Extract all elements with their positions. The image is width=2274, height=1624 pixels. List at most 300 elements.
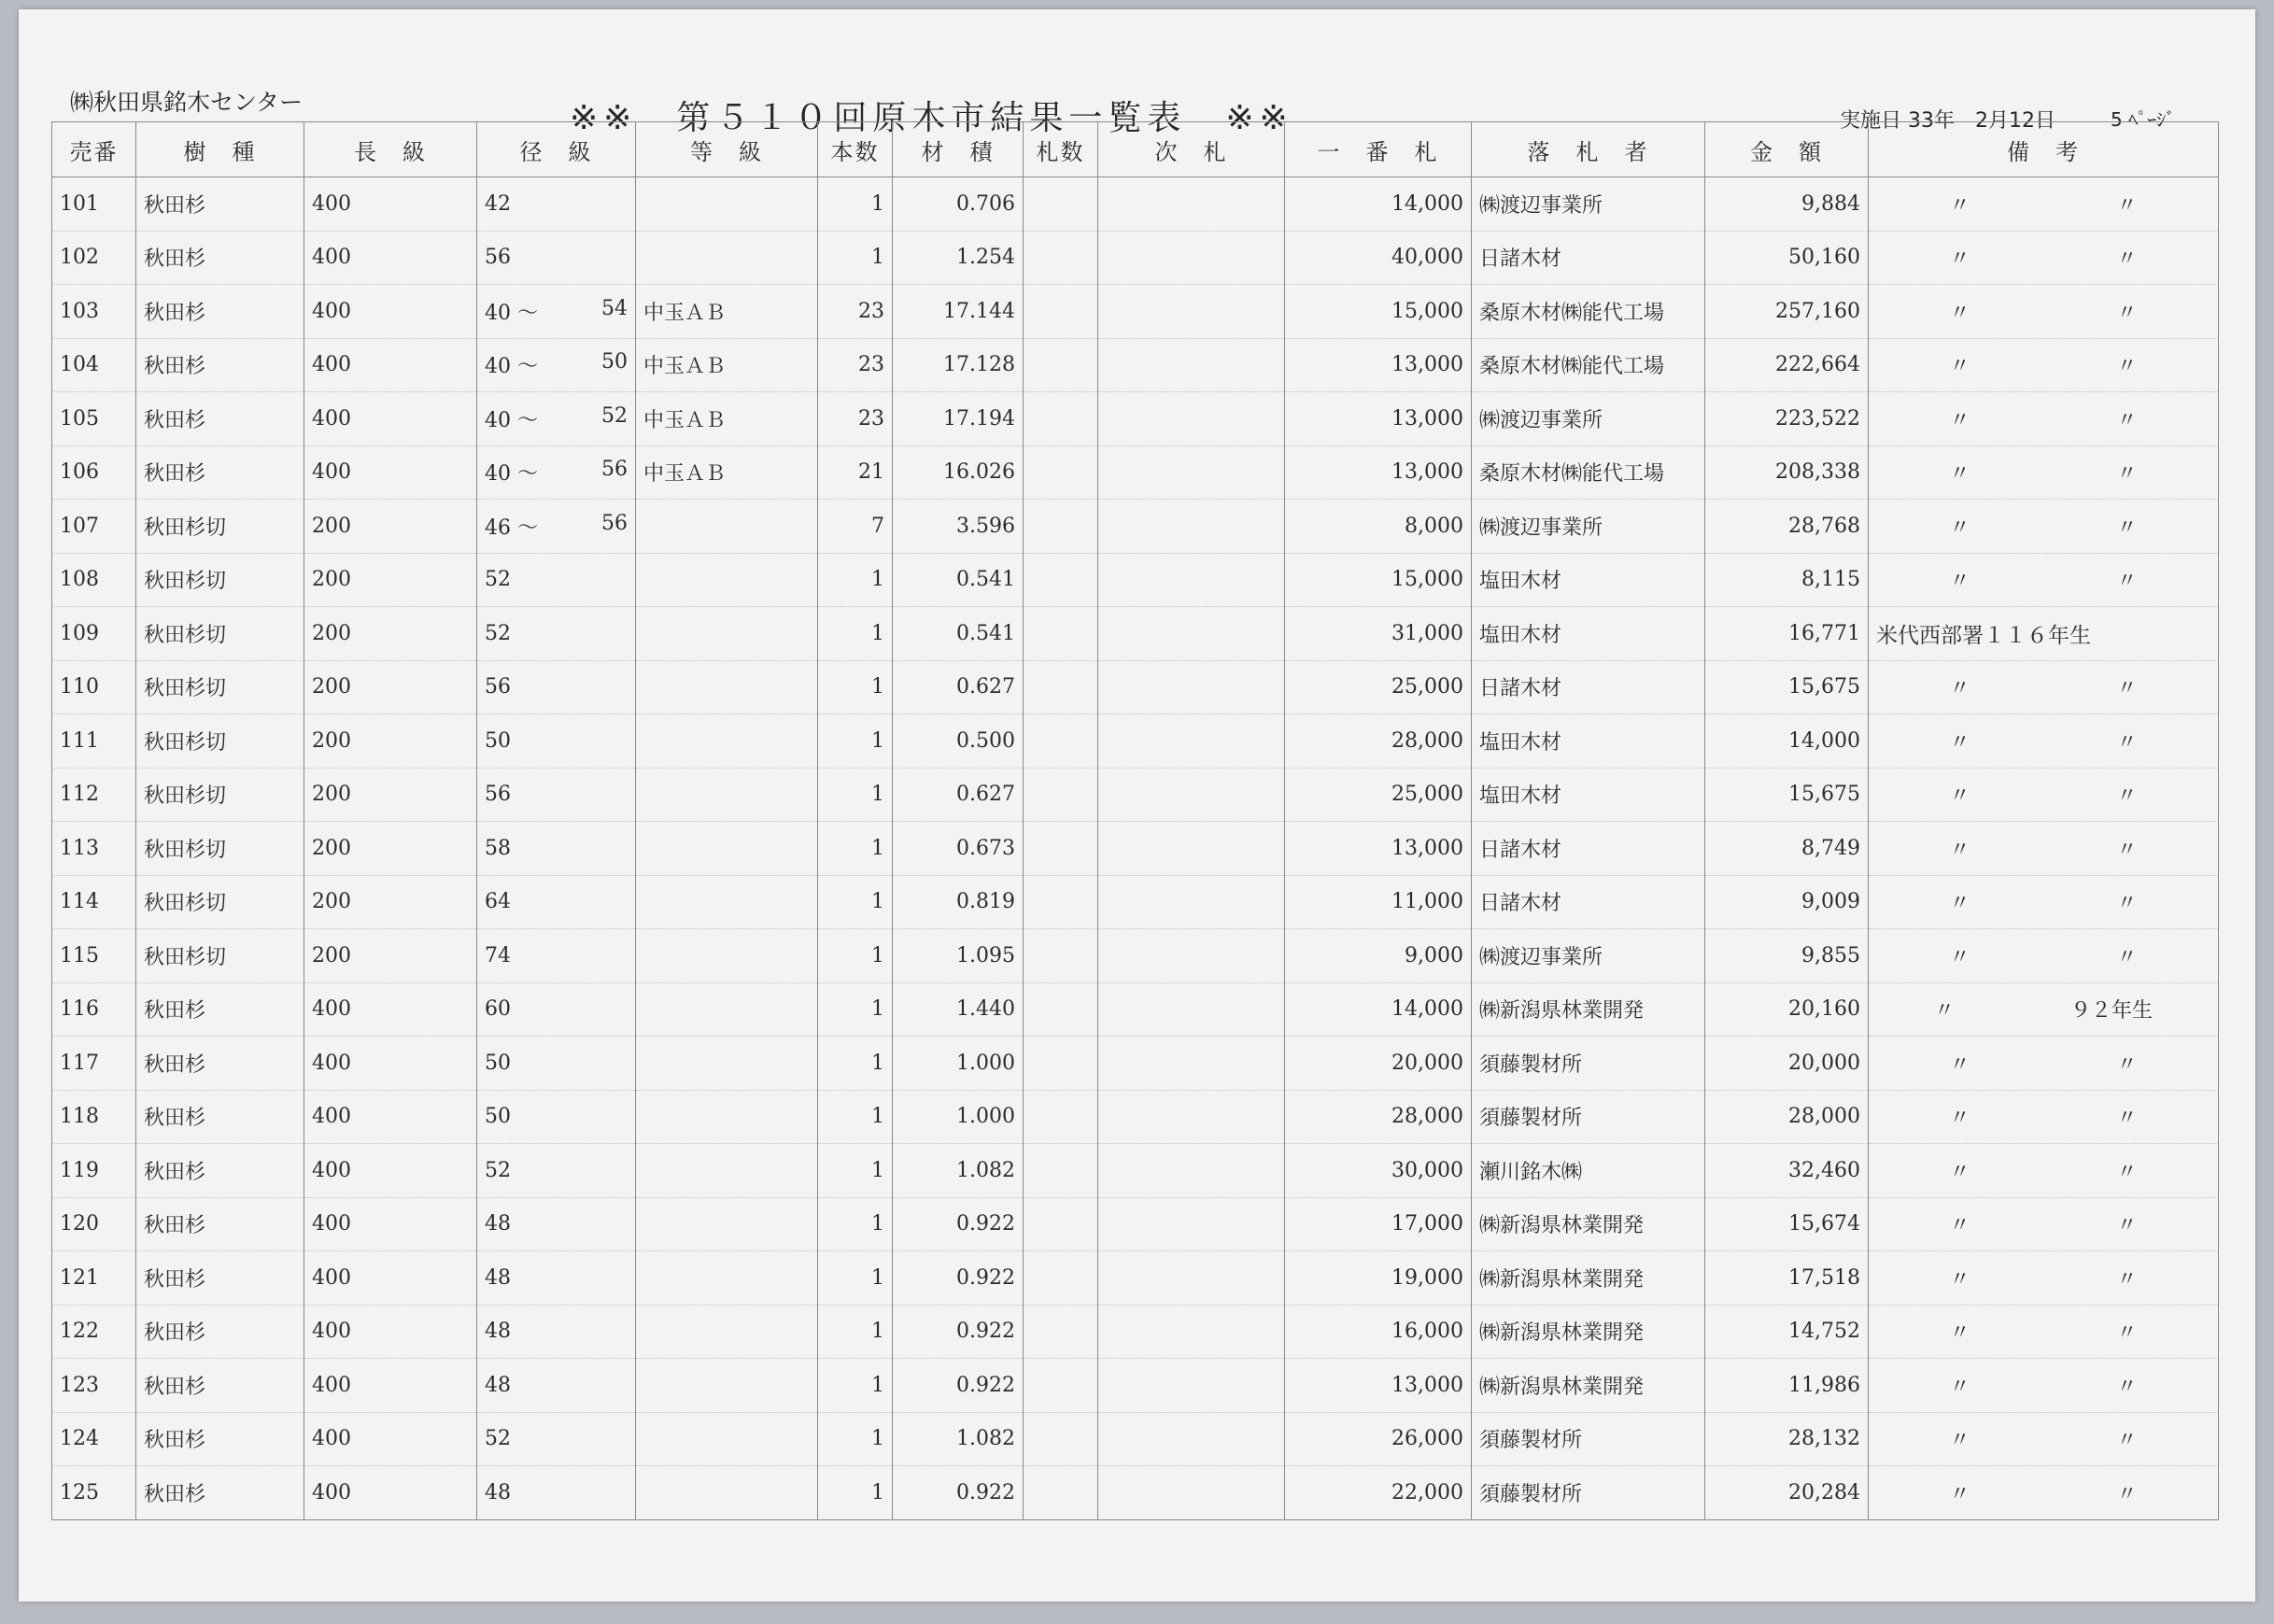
col-header-second-bid: 次 札 (1098, 122, 1285, 177)
cell-species: 秋田杉 (136, 1305, 304, 1359)
cell-second-bid (1098, 1197, 1285, 1251)
cell-volume: 1.000 (893, 1090, 1024, 1144)
cell-grade (636, 1359, 818, 1413)
cell-diameter (477, 660, 636, 714)
cell-amount: 28,768 (1705, 500, 1869, 554)
cell-length: 200 (304, 553, 477, 607)
remarks-ditto-a: 〃 (1949, 355, 1970, 379)
cell-buyer: ㈱渡辺事業所 (1472, 177, 1705, 232)
cell-grade (636, 822, 818, 876)
remarks-ditto-b: 〃 (2116, 838, 2138, 862)
cell-number: 106 (52, 445, 136, 500)
cell-count: 1 (818, 768, 893, 822)
cell-volume: 1.082 (893, 1144, 1024, 1198)
table-row (52, 1359, 2219, 1413)
remarks-ditto-a: 〃 (1949, 1482, 1970, 1506)
cell-diameter (477, 1466, 636, 1520)
remarks-ditto-b: 〃 (2116, 677, 2138, 701)
cell-count: 7 (818, 500, 893, 554)
cell-bid-count (1024, 822, 1098, 876)
remarks-ditto-b: 〃 (2116, 1214, 2138, 1238)
remarks-ditto-a: 〃 (1933, 999, 1955, 1024)
diameter-from: 52 (485, 1427, 511, 1451)
cell-species: 秋田杉 (136, 285, 304, 339)
remarks-ditto-b: 〃 (2116, 1107, 2138, 1131)
cell-count: 1 (818, 1090, 893, 1144)
cell-number: 110 (52, 660, 136, 714)
cell-bid-count (1024, 500, 1098, 554)
cell-buyer: ㈱渡辺事業所 (1472, 929, 1705, 983)
cell-grade (636, 1466, 818, 1520)
cell-second-bid (1098, 338, 1285, 392)
cell-remarks (1869, 1197, 2219, 1251)
remarks-ditto-b: 〃 (2116, 570, 2138, 594)
diameter-from: 56 (485, 783, 511, 807)
cell-number: 121 (52, 1251, 136, 1306)
col-header-count: 本数 (818, 122, 893, 177)
cell-volume: 0.819 (893, 875, 1024, 929)
remarks-ditto-a: 〃 (1949, 1107, 1970, 1131)
cell-number: 116 (52, 982, 136, 1037)
cell-diameter (477, 553, 636, 607)
cell-number: 125 (52, 1466, 136, 1520)
remarks-ditto-a: 〃 (1949, 301, 1970, 325)
cell-first-bid: 22,000 (1285, 1466, 1472, 1520)
cell-count: 1 (818, 1197, 893, 1251)
cell-count: 1 (818, 231, 893, 285)
cell-first-bid: 17,000 (1285, 1197, 1472, 1251)
diameter-from: 40 ～ (485, 462, 538, 487)
cell-first-bid: 11,000 (1285, 875, 1472, 929)
table-row (52, 1144, 2219, 1198)
cell-buyer: ㈱渡辺事業所 (1472, 392, 1705, 446)
cell-grade: 中玉ＡＢ (636, 445, 818, 500)
remarks-ditto-a: 〃 (1949, 515, 1970, 540)
cell-number: 115 (52, 929, 136, 983)
cell-species: 秋田杉 (136, 1144, 304, 1198)
cell-volume: 1.254 (893, 231, 1024, 285)
table-row (52, 1466, 2219, 1520)
cell-diameter (477, 982, 636, 1037)
cell-diameter (477, 1037, 636, 1091)
auction-results-table (51, 121, 2219, 1520)
col-header-buyer: 落 札 者 (1472, 122, 1705, 177)
diameter-to: 52 (601, 403, 628, 428)
cell-length: 400 (304, 1251, 477, 1306)
remarks-ditto-a: 〃 (1949, 1214, 1970, 1238)
cell-number: 101 (52, 177, 136, 232)
cell-first-bid: 14,000 (1285, 982, 1472, 1037)
cell-first-bid: 31,000 (1285, 607, 1472, 661)
cell-amount: 15,675 (1705, 768, 1869, 822)
cell-bid-count (1024, 660, 1098, 714)
cell-first-bid: 19,000 (1285, 1251, 1472, 1306)
cell-bid-count (1024, 1144, 1098, 1198)
cell-length: 400 (304, 1090, 477, 1144)
cell-remarks (1869, 1305, 2219, 1359)
table-row (52, 445, 2219, 500)
diameter-to: 56 (601, 458, 628, 482)
organization-name: ㈱秋田県銘木センター (70, 89, 304, 116)
cell-species: 秋田杉 (136, 1197, 304, 1251)
cell-amount: 20,160 (1705, 982, 1869, 1037)
cell-number: 119 (52, 1144, 136, 1198)
diameter-from: 64 (485, 890, 511, 914)
cell-buyer: 須藤製材所 (1472, 1090, 1705, 1144)
cell-second-bid (1098, 1305, 1285, 1359)
remarks-ditto-a: 〃 (1949, 247, 1970, 272)
cell-bid-count (1024, 1090, 1098, 1144)
cell-count: 23 (818, 338, 893, 392)
diameter-from: 50 (485, 1051, 511, 1075)
cell-first-bid: 14,000 (1285, 177, 1472, 232)
cell-count: 1 (818, 1305, 893, 1359)
remarks-ditto-b: ９２年生 (2069, 999, 2153, 1024)
cell-length: 400 (304, 392, 477, 446)
cell-grade (636, 1037, 818, 1091)
cell-volume: 0.673 (893, 822, 1024, 876)
remarks-ditto-a: 〃 (1949, 408, 1970, 432)
cell-amount: 20,000 (1705, 1037, 1869, 1091)
cell-length: 400 (304, 1305, 477, 1359)
cell-first-bid: 16,000 (1285, 1305, 1472, 1359)
cell-species: 秋田杉切 (136, 500, 304, 554)
cell-buyer: 塩田木材 (1472, 607, 1705, 661)
cell-second-bid (1098, 445, 1285, 500)
cell-buyer: ㈱新潟県林業開発 (1472, 1305, 1705, 1359)
cell-remarks (1869, 1412, 2219, 1466)
cell-first-bid: 13,000 (1285, 338, 1472, 392)
cell-bid-count (1024, 553, 1098, 607)
cell-length: 200 (304, 607, 477, 661)
cell-count: 1 (818, 177, 893, 232)
cell-number: 102 (52, 231, 136, 285)
remarks-ditto-a: 〃 (1949, 784, 1970, 809)
cell-buyer: 須藤製材所 (1472, 1466, 1705, 1520)
cell-diameter (477, 1090, 636, 1144)
cell-second-bid (1098, 1037, 1285, 1091)
cell-bid-count (1024, 929, 1098, 983)
cell-buyer: 瀬川銘木㈱ (1472, 1144, 1705, 1198)
cell-number: 112 (52, 768, 136, 822)
cell-diameter (477, 338, 636, 392)
table-header-row (52, 122, 2219, 177)
cell-remarks (1869, 553, 2219, 607)
cell-grade (636, 1412, 818, 1466)
cell-grade (636, 929, 818, 983)
cell-buyer: ㈱渡辺事業所 (1472, 500, 1705, 554)
cell-number: 120 (52, 1197, 136, 1251)
remarks-ditto-a: 〃 (1949, 1429, 1970, 1453)
diameter-from: 48 (485, 1480, 511, 1504)
cell-amount: 14,752 (1705, 1305, 1869, 1359)
cell-first-bid: 25,000 (1285, 768, 1472, 822)
diameter-to: 50 (601, 350, 628, 374)
cell-diameter (477, 822, 636, 876)
cell-remarks (1869, 607, 2219, 661)
cell-amount: 208,338 (1705, 445, 1869, 500)
cell-count: 1 (818, 1251, 893, 1306)
table-body (52, 177, 2219, 1520)
cell-first-bid: 40,000 (1285, 231, 1472, 285)
remarks-text: 米代西部署１１６年生 (1876, 623, 2091, 648)
cell-diameter (477, 929, 636, 983)
cell-second-bid (1098, 1466, 1285, 1520)
cell-length: 400 (304, 338, 477, 392)
cell-count: 1 (818, 553, 893, 607)
table-row (52, 1090, 2219, 1144)
cell-second-bid (1098, 982, 1285, 1037)
cell-first-bid: 20,000 (1285, 1037, 1472, 1091)
cell-species: 秋田杉 (136, 445, 304, 500)
cell-volume: 0.922 (893, 1305, 1024, 1359)
cell-grade: 中玉ＡＢ (636, 392, 818, 446)
cell-length: 200 (304, 875, 477, 929)
table-row (52, 822, 2219, 876)
cell-grade (636, 875, 818, 929)
cell-buyer: 日諸木材 (1472, 660, 1705, 714)
cell-count: 1 (818, 1037, 893, 1091)
cell-diameter (477, 1305, 636, 1359)
cell-second-bid (1098, 177, 1285, 232)
cell-amount: 50,160 (1705, 231, 1869, 285)
col-header-remarks: 備 考 (1869, 122, 2219, 177)
cell-number: 107 (52, 500, 136, 554)
table-row (52, 1197, 2219, 1251)
table-row (52, 714, 2219, 769)
diameter-from: 50 (485, 1105, 511, 1129)
cell-buyer: 塩田木材 (1472, 553, 1705, 607)
remarks-ditto-b: 〃 (2116, 1321, 2138, 1346)
cell-second-bid (1098, 1090, 1285, 1144)
cell-second-bid (1098, 929, 1285, 983)
cell-diameter (477, 500, 636, 554)
diameter-from: 60 (485, 997, 511, 1022)
cell-second-bid (1098, 231, 1285, 285)
cell-grade (636, 714, 818, 769)
cell-second-bid (1098, 285, 1285, 339)
cell-length: 400 (304, 1144, 477, 1198)
cell-buyer: 桑原木材㈱能代工場 (1472, 285, 1705, 339)
cell-volume: 0.627 (893, 768, 1024, 822)
cell-first-bid: 13,000 (1285, 1359, 1472, 1413)
diameter-from: 50 (485, 728, 511, 753)
cell-grade: 中玉ＡＢ (636, 285, 818, 339)
remarks-ditto-b: 〃 (2116, 247, 2138, 272)
col-header-length: 長 級 (304, 122, 477, 177)
cell-length: 400 (304, 285, 477, 339)
col-header-first-bid: 一 番 札 (1285, 122, 1472, 177)
diameter-from: 56 (485, 675, 511, 699)
cell-volume: 0.541 (893, 553, 1024, 607)
cell-second-bid (1098, 607, 1285, 661)
cell-amount: 28,000 (1705, 1090, 1869, 1144)
cell-species: 秋田杉 (136, 982, 304, 1037)
cell-species: 秋田杉 (136, 392, 304, 446)
cell-buyer: ㈱新潟県林業開発 (1472, 1197, 1705, 1251)
cell-remarks (1869, 1090, 2219, 1144)
cell-remarks (1869, 660, 2219, 714)
cell-length: 200 (304, 768, 477, 822)
cell-number: 114 (52, 875, 136, 929)
remarks-ditto-a: 〃 (1949, 892, 1970, 916)
cell-amount: 14,000 (1705, 714, 1869, 769)
table-row (52, 982, 2219, 1037)
cell-first-bid: 28,000 (1285, 714, 1472, 769)
cell-count: 1 (818, 607, 893, 661)
cell-species: 秋田杉 (136, 1466, 304, 1520)
cell-number: 113 (52, 822, 136, 876)
cell-buyer: 日諸木材 (1472, 875, 1705, 929)
cell-count: 1 (818, 822, 893, 876)
cell-grade (636, 660, 818, 714)
cell-first-bid: 13,000 (1285, 445, 1472, 500)
cell-grade (636, 231, 818, 285)
cell-number: 118 (52, 1090, 136, 1144)
table-row (52, 1305, 2219, 1359)
remarks-ditto-b: 〃 (2116, 784, 2138, 809)
diameter-from: 42 (485, 191, 511, 216)
cell-volume: 0.922 (893, 1251, 1024, 1306)
cell-count: 21 (818, 445, 893, 500)
cell-second-bid (1098, 768, 1285, 822)
cell-length: 400 (304, 1412, 477, 1466)
diameter-from: 58 (485, 836, 511, 860)
cell-length: 400 (304, 1197, 477, 1251)
remarks-ditto-b: 〃 (2116, 355, 2138, 379)
cell-count: 1 (818, 929, 893, 983)
cell-species: 秋田杉切 (136, 875, 304, 929)
cell-species: 秋田杉切 (136, 607, 304, 661)
remarks-ditto-a: 〃 (1949, 677, 1970, 701)
cell-volume: 0.922 (893, 1466, 1024, 1520)
table-row (52, 607, 2219, 661)
cell-number: 103 (52, 285, 136, 339)
table-row (52, 285, 2219, 339)
remarks-ditto-b: 〃 (2116, 1375, 2138, 1399)
cell-count: 1 (818, 875, 893, 929)
cell-remarks (1869, 982, 2219, 1037)
page-number: 5 ﾍﾟｰｼﾞ (2111, 108, 2176, 131)
cell-diameter (477, 1197, 636, 1251)
cell-first-bid: 13,000 (1285, 392, 1472, 446)
remarks-ditto-b: 〃 (2116, 462, 2138, 487)
cell-buyer: 日諸木材 (1472, 231, 1705, 285)
cell-grade (636, 500, 818, 554)
cell-remarks (1869, 822, 2219, 876)
cell-number: 122 (52, 1305, 136, 1359)
diameter-from: 56 (485, 246, 511, 270)
cell-species: 秋田杉 (136, 1037, 304, 1091)
cell-volume: 0.922 (893, 1359, 1024, 1413)
col-header-grade: 等 級 (636, 122, 818, 177)
cell-species: 秋田杉切 (136, 929, 304, 983)
remarks-ditto-a: 〃 (1949, 730, 1970, 755)
cell-amount: 11,986 (1705, 1359, 1869, 1413)
cell-amount: 223,522 (1705, 392, 1869, 446)
cell-first-bid: 9,000 (1285, 929, 1472, 983)
cell-bid-count (1024, 445, 1098, 500)
cell-amount: 15,675 (1705, 660, 1869, 714)
diameter-from: 52 (485, 621, 511, 645)
remarks-ditto-b: 〃 (2116, 892, 2138, 916)
cell-grade (636, 553, 818, 607)
cell-volume: 1.095 (893, 929, 1024, 983)
diameter-to: 54 (601, 296, 628, 320)
cell-amount: 15,674 (1705, 1197, 1869, 1251)
diameter-from: 40 ～ (485, 355, 538, 379)
cell-length: 400 (304, 177, 477, 232)
diameter-from: 48 (485, 1373, 511, 1397)
diameter-from: 74 (485, 943, 511, 967)
cell-species: 秋田杉 (136, 1251, 304, 1306)
table-row (52, 929, 2219, 983)
diameter-to: 56 (601, 511, 628, 535)
cell-grade (636, 1090, 818, 1144)
cell-volume: 0.706 (893, 177, 1024, 232)
cell-species: 秋田杉 (136, 1412, 304, 1466)
cell-buyer: 塩田木材 (1472, 714, 1705, 769)
table-row (52, 338, 2219, 392)
cell-volume: 16.026 (893, 445, 1024, 500)
cell-bid-count (1024, 714, 1098, 769)
cell-species: 秋田杉 (136, 1359, 304, 1413)
cell-remarks (1869, 1037, 2219, 1091)
diameter-from: 52 (485, 568, 511, 592)
cell-number: 123 (52, 1359, 136, 1413)
remarks-ditto-a: 〃 (1949, 193, 1970, 218)
remarks-ditto-b: 〃 (2116, 1482, 2138, 1506)
cell-diameter (477, 231, 636, 285)
col-header-diameter: 径 級 (477, 122, 636, 177)
cell-count: 1 (818, 660, 893, 714)
remarks-ditto-b: 〃 (2116, 193, 2138, 218)
cell-diameter (477, 714, 636, 769)
cell-bid-count (1024, 1251, 1098, 1306)
remarks-ditto-a: 〃 (1949, 1160, 1970, 1184)
remarks-ditto-b: 〃 (2116, 945, 2138, 969)
cell-second-bid (1098, 1251, 1285, 1306)
remarks-ditto-b: 〃 (2116, 515, 2138, 540)
cell-first-bid: 25,000 (1285, 660, 1472, 714)
cell-remarks (1869, 500, 2219, 554)
cell-number: 124 (52, 1412, 136, 1466)
cell-remarks (1869, 231, 2219, 285)
cell-count: 1 (818, 982, 893, 1037)
cell-second-bid (1098, 822, 1285, 876)
cell-first-bid: 8,000 (1285, 500, 1472, 554)
cell-diameter (477, 1144, 636, 1198)
cell-diameter (477, 875, 636, 929)
cell-count: 23 (818, 392, 893, 446)
cell-first-bid: 28,000 (1285, 1090, 1472, 1144)
table-row (52, 1251, 2219, 1306)
cell-length: 200 (304, 500, 477, 554)
cell-grade (636, 607, 818, 661)
cell-species: 秋田杉切 (136, 822, 304, 876)
cell-bid-count (1024, 1037, 1098, 1091)
cell-bid-count (1024, 875, 1098, 929)
cell-second-bid (1098, 875, 1285, 929)
cell-buyer: ㈱新潟県林業開発 (1472, 1251, 1705, 1306)
cell-length: 200 (304, 929, 477, 983)
cell-count: 1 (818, 1144, 893, 1198)
cell-length: 200 (304, 714, 477, 769)
cell-remarks (1869, 1466, 2219, 1520)
cell-number: 108 (52, 553, 136, 607)
cell-volume: 0.922 (893, 1197, 1024, 1251)
cell-remarks (1869, 445, 2219, 500)
